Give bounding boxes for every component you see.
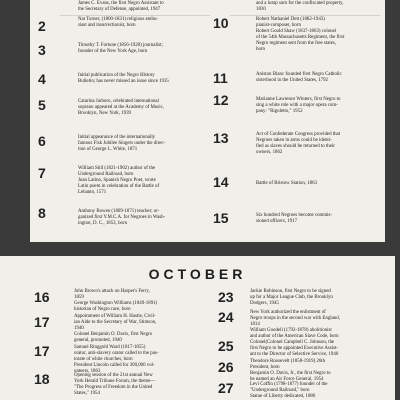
entry-text: James C. Evans, the first Negro Assistant to the Secretary of Defense, appointed, 1947 [78, 1, 164, 12]
day-number: 2 [38, 18, 46, 34]
entry-text: Appointment of William H. Hastie, Civil- ian Aide to the Secretary of War, Stimson, 1940 Colonel Benjamin O. Davis, first Negro general, promoted, 1940 [74, 314, 157, 343]
divider [60, 15, 210, 16]
day-number: 11 [213, 70, 228, 86]
day-number: 13 [213, 130, 229, 146]
entry-text: Opening session of the 21st annual New York Herald Tribune Forum, the theme— "The Progress of Freedom in the United States," 1954 [74, 373, 156, 396]
entry-text: Aniston Blanc founded first Negro Catholic sisterhood in the United States, 1792 [256, 72, 342, 83]
day-number: 8 [38, 205, 46, 221]
entry-text: Act of Confederate Congress provided that Negroes taken in arms could be identi- fied as slaves should be returned to their owners, 1862 [256, 132, 341, 155]
entry-text: Timothy T. Fortune (1856-1928) journalist; founder of the New York Age, born [78, 43, 163, 54]
day-number: 6 [38, 133, 46, 149]
day-number: 15 [213, 210, 229, 226]
entry-text: Nat Turner, (1800-1831) religious enthu- siast and insurrectionist, born [78, 17, 159, 28]
entry-text: and a lump sum for the confiscated property, 1830 [256, 1, 344, 12]
day-number: 27 [218, 380, 234, 396]
entry-text: Levi Coffin (1798-1877) founder of the "Underground Railroad," born Statue of Liberty dedicated, 1886 [250, 382, 328, 399]
day-number: 16 [34, 289, 50, 305]
calendar-page-october [0, 256, 395, 400]
entry-text: Robert Nathaniel Dett (1882-1943) pianist-composer, born Robert Gould Shaw (1837-1863) colonel of the 54th Massachusetts Regiment, the first Negro regiment sent from the free states, born [256, 17, 345, 52]
divider [230, 15, 380, 16]
entry-text: William Still (1821-1902) author of the Underground Railroad, born Juan Latino, Spanish Negro Poet, wrote Latin poem in celebration of the Battle of Lebanto, 1571 [78, 166, 160, 195]
day-number: 14 [213, 174, 229, 190]
day-number: 17 [34, 343, 50, 359]
entry-text: Battle of Bristow Station, 1863 [256, 181, 317, 186]
day-number: 4 [38, 71, 46, 87]
day-number: 7 [38, 165, 46, 181]
entry-text: Six hundred Negroes become commis- sioned officers, 1917 [256, 213, 333, 224]
entry-text: Jackie Robinson, first Negro to be signed up for a Major League Club, the Brooklyn Dodgers, 1945 [250, 289, 333, 306]
day-number: 18 [34, 371, 50, 387]
day-number: 3 [38, 42, 46, 58]
entry-text: John Brown's attack on Harper's Ferry, 1859 George Washington Williams (1849-1891) historian of Negro race, born [74, 289, 158, 312]
entry-text: Marianne Lawrence Winters, first Negro to sing a white role with a major opera com- pany: "Rigoletto," 1952 [256, 97, 341, 114]
calendar-page-top [30, 0, 385, 242]
entry-text: Initial appearance of the internationally famous Fisk Jubilee Singers under the direc- tion of George L. White, 1871 [78, 135, 166, 152]
day-number: 26 [218, 359, 234, 375]
day-number: 17 [34, 314, 50, 330]
day-number: 12 [213, 92, 229, 108]
day-number: 23 [218, 289, 234, 305]
entry-text: Initial publication of the Negro History Bulletin; has never missed an issue since 1935 [78, 73, 169, 84]
entry-text: Colonel(Colonel Campbell C. Johnson, the first Negro to be appointed Executive Assist- ant to the Director of Selective Service, 1940 [250, 340, 339, 357]
day-number: 24 [218, 309, 234, 325]
entry-text: New York authorized the enlistment of Negro troops in the second war with England, 1814 William Goodell (1792-1878) abolitionist and author of the American Slave Code, born [250, 310, 340, 339]
month-title: OCTOBER [148, 266, 247, 282]
entry-text: Samuel Ringgold Ward (1817-1855) orator, anti-slavery orator called to the pas- torate of white churches, born President Lincoln called for 300,000 vol- unteers, 1863 [74, 345, 159, 374]
day-number: 25 [218, 338, 234, 354]
entry-text: Anthony Bowen (1809-1871) teacher; or- ganized first Y.M.C.A. for Negroes in Wash- ington, D. C., 1853, born [78, 209, 166, 226]
day-number: 10 [213, 15, 229, 31]
entry-text: Catarina Jarboro, celebrated international soprano appeared at the Academy of Music, Brooklyn, New York, 1939 [78, 99, 164, 116]
day-number: 5 [38, 97, 46, 113]
entry-text: Theodore Roosevelt (1858-1919) 26th President, born Benjamin O. Davis, Jr., the first Negro to be named an Air Force General, 1954 [250, 359, 331, 382]
